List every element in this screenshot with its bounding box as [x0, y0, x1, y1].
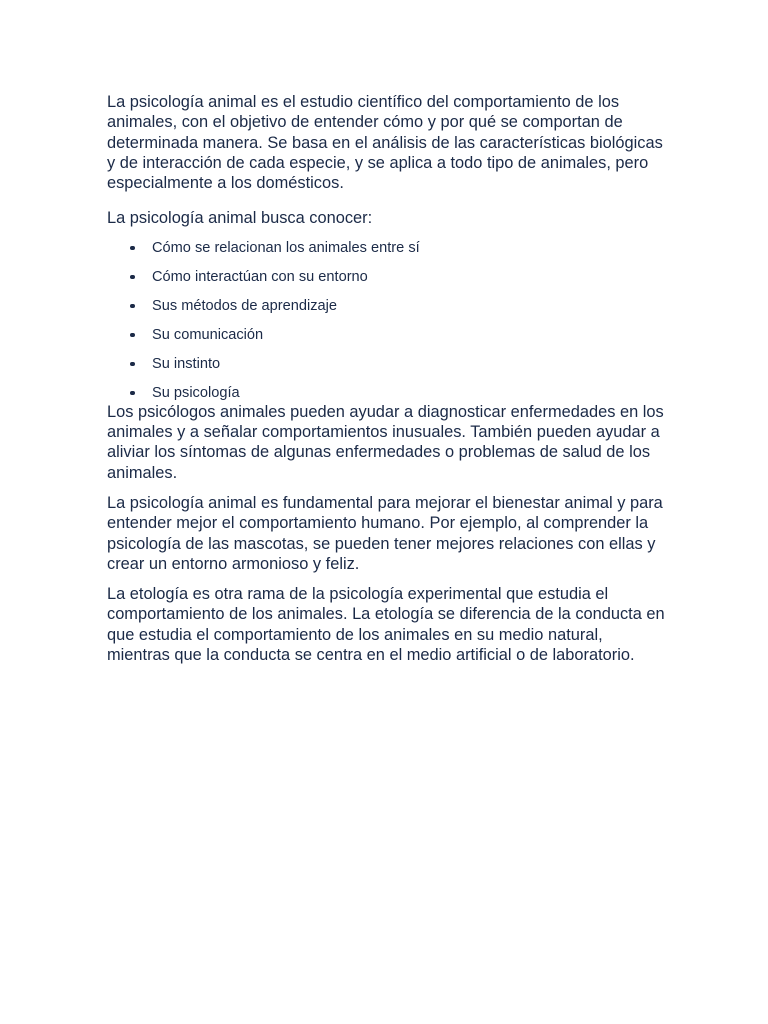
- bullet-icon: [130, 275, 135, 280]
- ethology-paragraph: La etología es otra rama de la psicología experimental que estudia el comportamiento de los animales. La etología se diferencia de la conducta en que estudia el comportamiento de los animales en su medio natural, mientras que la conducta se centra en el medio artificial o de laboratorio.: [107, 585, 665, 665]
- intro-paragraph: La psicología animal es el estudio científico del comportamiento de los animales, con el objetivo de entender cómo y por qué se comportan de determinada manera. Se basa en el análisis de las características biológicas y de interacción de cada especie, y se aplica a todo tipo de animales, pero especialmente a los domésticos.: [107, 93, 663, 193]
- list-item: [107, 239, 667, 268]
- list-item-text: Sus métodos de aprendizaje: [152, 297, 337, 314]
- list-item-text: Su comunicación: [152, 326, 264, 343]
- bullet-icon: [130, 362, 135, 367]
- list-item: [107, 326, 667, 355]
- bullet-icon: [130, 304, 135, 309]
- list-item: [107, 355, 667, 384]
- document-body: [107, 92, 667, 665]
- list-intro-paragraph: La psicología animal busca conocer:: [107, 209, 373, 228]
- list-item-text: Su instinto: [152, 355, 221, 372]
- wellbeing-paragraph: La psicología animal es fundamental para mejorar el bienestar animal y para entender mejor el comportamiento humano. Por ejemplo, al comprender la psicología de las mascotas, se pueden tener mejores relaciones con ellas y crear un entorno armonioso y feliz.: [107, 493, 663, 573]
- bullet-list: [107, 239, 667, 402]
- diagnosis-paragraph: Los psicólogos animales pueden ayudar a diagnosticar enfermedades en los animales y a señalar comportamientos inusuales. También pueden ayudar a aliviar los síntomas de algunas enfermedades o problemas de salud de los animales.: [107, 402, 664, 482]
- bullet-icon: [130, 246, 135, 251]
- list-item-text: Cómo interactúan con su entorno: [152, 268, 368, 285]
- list-item: [107, 384, 667, 402]
- list-item-text: Su psicología: [152, 384, 240, 401]
- list-item: [107, 297, 667, 326]
- bullet-icon: [130, 391, 135, 396]
- list-item-text: Cómo se relacionan los animales entre sí: [152, 239, 420, 256]
- bullet-icon: [130, 333, 135, 338]
- list-item: [107, 268, 667, 297]
